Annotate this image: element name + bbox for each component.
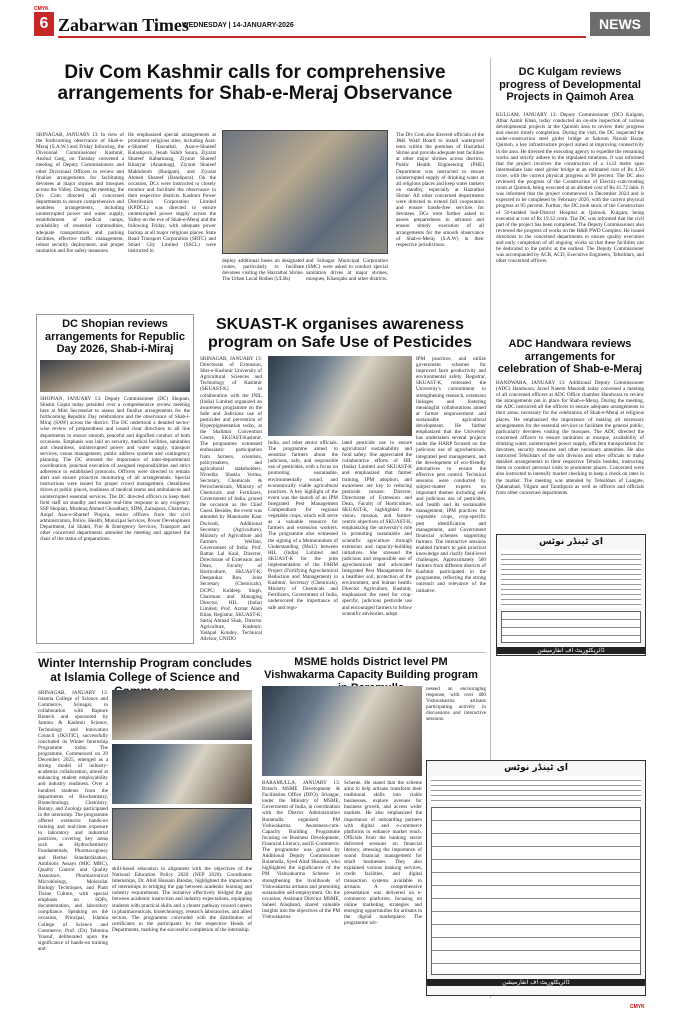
skuast-col-3: lated pesticide use to ensure agricultural sustainability and food safety. She appreciated the collaborative efforts of HIL (India) Limited and SKUAST-K and emphasized that farmer training, IPM adoption, and awareness are key to reducing pesticide misuse. Director, Directorate of Extension and Dean, Faculty of Horticulture, SKUAST-K, highlighted the vision, mission, and farmer-centric objectives of SKUAST-K, emphasizing the university's role in promoting sustainable and scientific agriculture through extension and capacity-building initiatives. She stressed the judicious and responsible use of agrochemicals and advocated Integrated Pest Management for a healthier soil, protection of the environment, and human health. Director Agriculture, Kashmir, emphasized the need for crop-specific, judicious pesticide use and encouraged farmers to follow scientific advisories, adopt (342, 440, 412, 617)
msme-col-1: BARAMULLA, JANUARY 13: Branch MSME Development & Facilitation Office (DFO), Srinagar, under the Ministry of MSME, Government of India, in coordination with the District Administration Baramulla organised PM Vishwakarma Awareness-cum-Capacity Building Programme focusing on Business Development, Financial Literacy, and E-Commerce. The programme was graced by Additional Deputy Commissioner Baramulla, Syed Altaf Hussain, who highlighted the significance of the PM Vishwakarma Scheme in strengthening the livelihoods of Vishwakarma artisans and promoting sustainable self-employment. On the occasion, Assistant Director MSME, Saheel Alaqband, shared valuable insights into the objectives of the PM Vishwakarma (262, 780, 340, 921)
masthead (34, 6, 650, 38)
header-rule (58, 36, 586, 38)
shopian-body: SHOPIAN, JANUARY 13: Deputy Commissioner (DC) Shopian, Shishir Gupta today presided over a comprehensive review meeting here at Mini Secretariat to assess and finalize arrangements for the forthcoming Republic Day celebrations and the observance of Shab-i-Miraj (SAW) across the district. The DC undertook a detailed sector-wise review of preparedness and issued clear directions to all line departments to ensure smooth, peaceful and dignified conduct of both occasions. Emphasis was laid on security, medical facilities, sanitation and cleanliness, uninterrupted power and water supply, transport services, venue management, public address systems and contingency planning. The DC stressed the importance of inter-departmental coordination, punctual execution of assigned responsibilities and strict adherence to established protocols. Officers were directed to remain alert and ensure proactive monitoring of all arrangements. Special instructions were issued for proper crowd management, cleanliness drives at public places, readiness of medical teams and ambulances and uninterrupted essential services. The DC directed officers to keep their field staff on standby and ensure real-time response to any exigency. SSP Shopian, Mushtaq Ahmed Choudhary, SDM, Zainapora, Chairman, Auqaf Asar-e-Shareef Pinjora, senior officers from the civil administration, Police, Health, Municipal Services, Power Development Department, Jal Shakti, Fire & Emergency Services, Transport and other concerned departments attended the meeting and apprised the chair of the status of preparations. (40, 396, 190, 543)
urdu-tender-ad-2 (426, 760, 646, 996)
section-label: NEWS (590, 12, 650, 36)
footer-cmyk-mark: CMYK (630, 1004, 645, 1010)
lead-col-5: The Div Com also directed officials of the J&K Wakf Board to install waterproof tents within the premises of Hazratbal Shrine and provide adequate tent facilities at other major shrines across districts. Public Health Engineering (PHE) Department was instructed to ensure uninterrupted supply of drinking water at all religious places and keep water tankers on standby, especially at Hazratbal Shrine. All other concerned departments were directed to extend full cooperation and ensure hassle-free services for devotees. DCs were further asked to assess preparedness in advance and ensure timely execution of all arrangements for the smooth observance of Shab-e-Meraj (S.A.W) in their respective jurisdictions. (396, 132, 484, 248)
lead-col-1: SRINAGAR, JANUARY 13: In view of the forthcoming observance of Shab-e-Meraj (S.A.W.) and Friday following, the Divisional Commissioner Kashmir, Anshul Garg, on Tuesday convened a meeting of Deputy Commissioners and other Divisional Officers to review and finalize arrangements for facilitating devotees at major shrines and mosques across the Valley. During the meeting, the Div Com directed all concerned departments to ensure comprehensive and seamless arrangements, including uninterrupted power and water supply, establishment of medical camps, availability of essential commodities, adequate transportation and parking facilities, effective traffic management, robust security deployment, and proper sanitation and fire safety measures. (36, 132, 124, 254)
urdu-ad-2-title: ای ٹینڈر نوٹس (504, 763, 568, 773)
winter-col-1: SRINAGAR, JANUARY 13: Islamia College of Science and Commerce, Srinagar, in collaboration with Rapture Biotech and sponsored by Jammu & Kashmir Science, Technology and Innovation Council (JKSTIC), successfully concluded its Winter Internship Programme today. The programme, Commenced on 29 December, 2025, emerged as a strong model of industry-academia collaboration, aimed at enhancing student employability and industry readiness. Over a hundred students from the departments of Biochemistry, Biotechnology, Chemistry, Botany, and Zoology participated in the internship. The programme offered extensive hands-on training and real-time exposure to laboratory and industrial practices, covering key areas such as Hydrochemistry Fundamentals, Pharmacognosy and Herbal Standardization, Antibiotic Assays (MIC MBC), Quality Control and Quality Assurance, Pharmaceutical Microbiology, Molecular Biology Techniques, and Plant Tissue Culture, with special emphasis on SOPs, documentation, and laboratory compliance. Speaking on the occasion, Principal, Islamia College of Science and Commerce, Prof. (Dr) Tehmina Yousuf, deliberated upon the significance of hands-on training and (38, 690, 108, 952)
issue-date: WEDNESDAY | 14-JANUARY-2026 (182, 22, 294, 29)
lead-photo (222, 130, 388, 254)
urdu-ad-1-text (501, 550, 641, 608)
urdu-ad-2-table (431, 807, 641, 975)
skuast-col-4: IPM practices, and utilize government schemes for improved farm productivity and environmental safety. Registrar, SKUAST-K, reiterated the University's commitment to strengthening research, extension linkages and fostering meaningful collaborations aimed at farmer empowerment and sustainable agricultural development. He further emphasized that the University has undertaken several projects under the HARP focused on the judicious use of agrochemicals, integrated pest management, and the development of eco-friendly alternatives to ensure the effective pest control. Technical sessions were conducted by subject-matter experts on important themes including safe and judicious use of pesticides, soil health and its sustainable management, IPM practices for vegetable crops, crop-specific pest identification and management, and Government financial schemes supporting farmers. The interactive sessions enabled farmers to gain practical knowledge and clarify field-level challenges. Approximately 500 farmers from different districts of Kashmir participated in the programme, reflecting the strong outreach and relevance of the initiative. (416, 356, 486, 594)
msme-col-2: Scheme. He stated that the scheme aims to help artisans transform their traditional skills into viable businesses, explore avenues for business growth, and access wider markets. He also emphasized the importance of onboarding partners with digital and e-commerce platforms to enhance market reach. Officials from the banking sector delivered sessions on financial literacy, stressing the importance of sound financial management for small businesses. They also explained various banking services, credit facilities, and digital transaction systems available to artisans. A comprehensive presentation was delivered on e-commerce platforms, focusing on online marketing strategies and emerging opportunities for artisans in the digital marketplace. The programme wit- (344, 780, 422, 927)
kulgam-body: KULGAM, JANUARY 13: Deputy Commissioner (DC) Kulgam, Athar Aamir Khan, today conducted an on-site inspection of various developmental projects at the Qaimoh area to review their progress and ensure timely completion. During the visit, the DC inspected the under-construction steel girder bridge at Sakrum Nawab Bazar, Qaimoh, a key infrastructure project aimed at improving connectivity in the area. He directed the executing agency to expedite the remaining works and strictly adhere to the stipulated timelines. It was informed that the project involves the construction of a 1x33 metre span intermediate lane steel girder bridge at an estimated cost of Rs 4.56 crore, with the current physical progress at 98 percent. The DC also reviewed the progress of the Construction of Electric-cum-reading room at Qaimoh, being executed at an allotted cost of Rs 41.72 lakh. It was informed that the project commenced in December 2024 and is expected to be completed by February 2026, with the current physical progress at 95 percent. Further, the DC took stock of the Construction of 50-bedded Sub-District Hospital at Qaimoh, Kulgam, being executed at cost of Rs 19.32 crore. The DC was informed that the civil part of the project has been completed. The Deputy Commissioner also reviewed the progress of works on the R&B PWD Complex. He issued directions to the concerned departments to ensure quality execution and early completion of all ongoing works so that these facilities can be dedicated to the public at the earliest. The Deputy Commissioner was accompanied by ACR, ACD, Executive Engineers, Tehsildars, and other concerned officers. (496, 112, 644, 265)
skuast-col-1: SRINAGAR, JANUARY 13: Directorate of Extension, Sher-e-Kashmir University of Agricultural Sciences and Technology of Kashmir (SKUAST-K) in collaboration with the INIL (India) Limited organized an awareness programme on the Safe and Judicious use of pesticides and prevention of Hyperpigmentation today, at the Shalimar Convention Centre, SKUAST-Kashmir. The programme witnessed enthusiastic participation from farmers, scientists, policymakers, and agricultural stakeholders. Nivedita Shukla Verma, Secretary, Chemicals & Petrochemicals, Ministry of Chemicals and Fertilizers, Government of India, graced the occasion as the Chief Guest. Besides, the event was attended by Manoinder Kaur Dwivedi, Additional Secretary (Agriculture), Ministry of Agriculture and Farmers Welfare, Government of India; Prof. Rattan Lal Kaul, Director, Directorate of Extension and Dean, Faculty of Horticulture, SKUAST-K; Deepankar Ron, Joint Secretary (Chemicals), DCPC; Kuldeep Singh, Chairman and Managing Director, HIL (India) Limited; Prof. Azmat Alam Khan, Registrar, SKUAST-K; Sartaj Ahmad Shah, Director Agriculture, Kashmir; Yashpal Kondey, Technical Advisor, UNIDO (200, 356, 262, 643)
lead-col-2: He emphasized special arrangements at prominent religious sites, including Asar-e-Shareef Hazratbal, Asar-e-Shareef Kalashpora, Jenab Sahib Soura, Ziyarat Shareef Kabarnarag, Ziyarat Shareef Khanyar (Anantnag), Ziyarat Shareef Makhdoom (Budgam), and Ziyarat Ahmed Shareef (Bandipora). On the occasion, DCs were instructed to closely monitor and facilitate the observance in their respective districts. Kashmir Power Distribution Corporation Limited (KPDCL) was directed to ensure uninterrupted power supply across the Valley on the eve of Shab-e-Meraj and the following Friday, with adequate power backup at all major religious places. State Road Transport Corporation (SRTC) and Smart City Limited (SSCL) were instructed to (128, 132, 216, 254)
lead-headline: Div Com Kashmir calls for comprehensive arrangements for Shab-e-Meraj Observance (57, 62, 453, 104)
horizontal-divider (36, 652, 486, 653)
urdu-ad-2-footer: ڈائریکٹوریٹ آف انفارمیشن (427, 979, 645, 986)
winter-col-2: skill-based education in alignment with the objectives of the National Education Policy 2020 (NEP 2020). Coordinator Internships, Dr. Abid Hussain Banday, highlighted the importance of internships in bridging the gap between academic learning and industry requirements. The initiative effectively bridged the gap between academic instruction and industry expectations, equipping students with practical skills and a clearer pathway toward careers in pharmaceuticals, biotechnology, research laboratories, and allied sectors. The programme concluded with the distribution of certificates to the participants by the respective Heads of Departments, marking the successful completion of the internship. (112, 866, 252, 933)
urdu-ad-1-title: ای ٹینڈر نوٹس (539, 537, 603, 547)
page-number-badge: 6 (34, 12, 54, 36)
winter-photo-2 (112, 744, 252, 804)
skuast-headline: SKUAST-K organises awareness program on Safe Use of Pesticides (207, 316, 473, 351)
msme-col-3: nessed an encouraging response, with over 400 Vishwakarma artisans participating actively in discussions and interactive sessions. (426, 686, 486, 723)
kulgam-headline: DC Kulgam reviews progress of Developmental Projects in Qaimoh Area (499, 66, 641, 103)
msme-photo (262, 686, 422, 776)
skuast-col-2: India, and other senior officials. The programme aimed to sensitize farmers about the judicious, safe, and responsible use of pesticides, with a focus on promoting sustainable, environmentally sound, and economically viable agricultural practices. A key highlight of the event was the launch of an IPM Integrated Pest Management Compendium for regional vegetable crops, which will serve as a valuable resource for farmers and extension workers. The programme also witnessed the signing of a Memorandum of Understanding (MoU) between HIL (India) Limited and SKUAST-K for the joint implementation of the FARM Project (Fortifying Agrochemical Reduction and Management) in Kashmir. Secretary (Chemicals), Ministry of Chemicals and Fertilizers, Government of India, underscored the importance of safe and regu- (268, 440, 338, 611)
winter-photo-1 (112, 690, 252, 740)
handwara-body: HANDWARA, JANUARY 13: Additional Deputy Commissioner (ADC) Handwara, Javed Naeem Masoodi today convened a meeting of all concerned officers at ADC Office chamber Handwara to review the arrangements put in place for Shab-e-Meraj. During the meeting, the ADC instructed all the officers to ensure adequate arrangements in their areas, necessary for the celebration of Shab-e-Meraj at religious places. He emphasized the importance of making all necessary arrangements for the essential services to facilitate the general public, particularly devotees visiting the mosques. The ADC directed the concerned officers to ensure sanitation at mosque, availability of drinking water, uninterrupted power supply, efficient transportation for devotees, security measures and other necessary amenities. He also instructed Tehsildars of the sub division and other officials to make detailed arrangements in their respective Tehsils besides, instructing them to conduct personal visits to prominent places. Concerned were also instructed to intensify market checking to keep a check on rates in the market. The meeting was attended by Tehsildars of Langate, Qalamabad, Vilgam and Tarathpora as well as officers and officials from other concerned departments. (496, 380, 644, 496)
paper-name: Zabarwan Times (58, 15, 189, 35)
urdu-ad-1-table (501, 611, 641, 643)
shopian-photo (40, 360, 190, 392)
winter-headline: Winter Internship Program concludes at Islamia College of Science and (38, 656, 252, 684)
skuast-photo (268, 356, 412, 436)
urdu-ad-1-footer: ڈائریکٹوریٹ آف انفارمیشن (497, 647, 645, 654)
cmyk-mark: CMYK (34, 6, 49, 12)
winter-photo-3 (112, 808, 252, 860)
urdu-tender-ad-1 (496, 534, 646, 656)
shopian-headline: DC Shopian reviews arrangements for Republic Day 2026, Shab-i-Miraj (45, 318, 185, 355)
lead-col-3: deploy additional buses on designated routes, particularly to facilitate devotees visiting the Hazratbal Shrine. The Urban Local Bodies (ULBs) (222, 258, 304, 283)
lead-col-4: and Srinagar Municipal Corporation (SMC) were asked to conduct special sanitation drives at major shrines, mosques, Khanqahs and other districts. (306, 258, 388, 283)
handwara-headline: ADC Handwara reviews arrangements for celebration of Shab-e-Meraj (497, 338, 643, 375)
urdu-ad-2-text (431, 776, 641, 804)
msme-headline: MSME holds District level PM Vishwakarma Capacity Building program (264, 656, 478, 681)
